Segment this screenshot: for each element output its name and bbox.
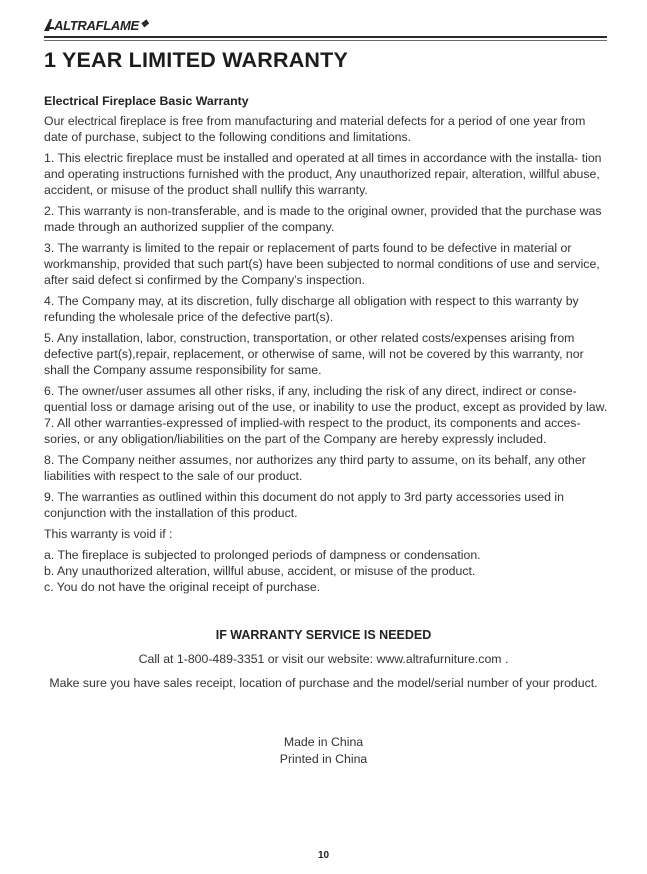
page-title: 1 YEAR LIMITED WARRANTY: [44, 48, 349, 72]
warranty-intro: Our electrical fireplace is free from manufacturing and material defects for a period of one year from date of purchase, subject to the following conditions and limitations.: [44, 114, 586, 144]
void-item-c: c. You do not have the original receipt of purchase.: [44, 580, 321, 594]
void-item-b: b. Any unauthorized alteration, willful abuse, accident, or misuse of the product.: [44, 564, 476, 578]
warranty-condition-2: 2. This warranty is non-transferable, and is made to the original owner, provided that the purchase was made through an authorized supplier of the company.: [44, 204, 602, 234]
warranty-condition-9: 9. The warranties as outlined within this document do not apply to 3rd party accessories used in conjunction with the installation of this product.: [44, 490, 564, 520]
service-contact: Call at 1-800-489-3351 or visit our website: www.altrafurniture.com .: [138, 652, 509, 666]
void-item-a: a. The fireplace is subjected to prolonged periods of dampness or condensation.: [44, 548, 481, 562]
warranty-condition-4: 4. The Company may, at its discretion, fully discharge all obligation with respect to this warranty by refunding the wholesale price of the defective part(s).: [44, 294, 579, 324]
printed-in-text: Printed in China: [279, 752, 368, 766]
made-in-text: Made in China: [283, 735, 364, 749]
warranty-condition-3: 3. The warranty is limited to the repair or replacement of parts found to be defective in material or workmanship, provided that such part(s) have been subjected to normal conditions of use and service, after said defect si confirmed by the Company’s inspection.: [44, 241, 600, 287]
warranty-condition-1: 1. This electric fireplace must be installed and operated at all times in accordance with the installa- tion and operating instructions furnished with the product, Any unauthorized repair, alteration, willful abuse, accident, or misuse of the product shall nullify this warranty.: [44, 151, 602, 197]
logo-a-icon: [44, 19, 54, 31]
warranty-body: [44, 93, 608, 595]
page-number: 10: [317, 850, 330, 861]
warranty-condition-6: 6. The owner/user assumes all other risks, if any, including the risk of any direct, indirect or conse- quential loss or damage arising out of the use, or inability to use the product, except as provided by law.: [44, 384, 608, 414]
section-subheading: Electrical Fireplace Basic Warranty: [44, 94, 249, 108]
service-heading: IF WARRANTY SERVICE IS NEEDED: [215, 628, 432, 642]
brand-logo: [44, 18, 149, 36]
logo-text: ALTRAFLAME: [54, 18, 139, 33]
flame-icon: ❖: [139, 19, 149, 30]
warranty-condition-5: 5. Any installation, labor, construction, transportation, or other related costs/expenses arising from defective part(s),repair, replacement, or otherwise of same, will not be covered by this warranty, nor shall the Company assume responsibility for same.: [44, 331, 584, 377]
header-rule-thin: [44, 40, 607, 41]
warranty-condition-8: 8. The Company neither assumes, nor authorizes any third party to assume, on its behalf, any other liabilities with respect to the sale of our product.: [44, 453, 586, 483]
warranty-condition-7: 7. All other warranties-expressed of implied-with respect to the product, its components and acces- sories, or any obligation/liabilities on the part of the Company are hereby expressly included.: [44, 416, 581, 446]
header-rule-thick: [44, 36, 607, 38]
service-note: Make sure you have sales receipt, location of purchase and the model/serial number of your product.: [49, 676, 598, 690]
page-header: [44, 14, 607, 42]
void-intro: This warranty is void if :: [44, 527, 173, 541]
